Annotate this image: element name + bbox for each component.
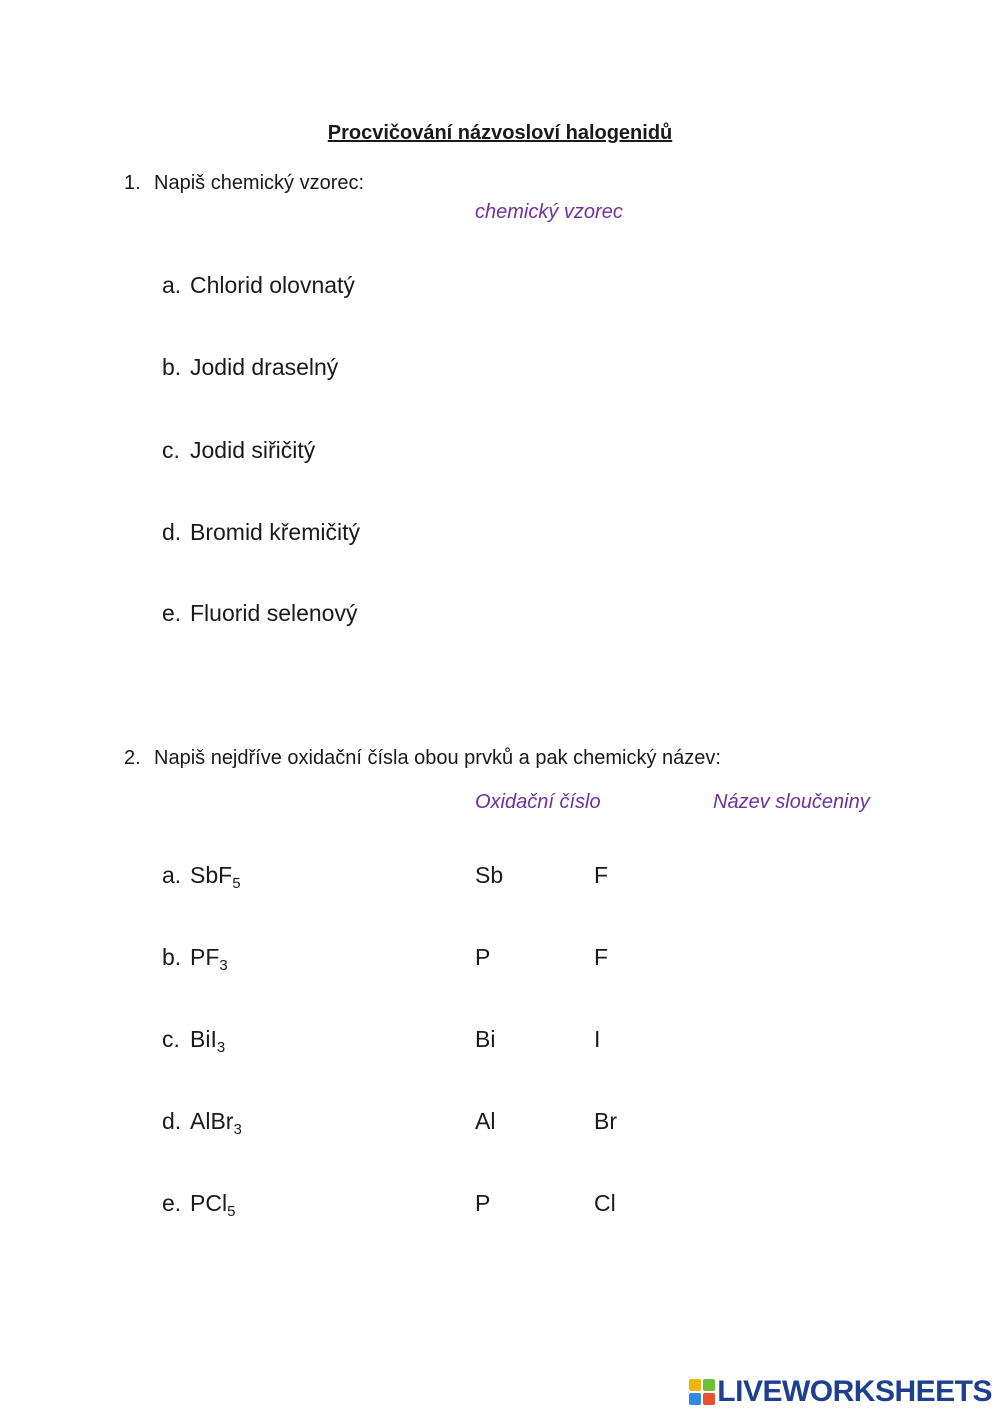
task2-item-d-element2: Br <box>594 1108 617 1134</box>
item-formula: PCl$_5$ <box>190 1190 236 1220</box>
task1-column-formula: chemický vzorec <box>475 201 623 223</box>
item-letter: c. <box>162 1026 180 1052</box>
liveworksheets-logo-icon <box>689 1379 715 1405</box>
task2-item-d-element1: Al <box>475 1108 496 1134</box>
item-name: Bromid křemičitý <box>190 519 360 545</box>
item-name: Jodid draselný <box>190 354 339 380</box>
task1-item-e <box>162 600 357 627</box>
task2-item-b-element1: P <box>475 944 491 970</box>
task1-number: 1. <box>124 172 141 194</box>
item-letter: b. <box>162 354 182 380</box>
item-name: Jodid siřičitý <box>190 437 316 463</box>
badge-square <box>689 1393 701 1405</box>
task1-text: Napiš chemický vzorec: <box>154 172 365 194</box>
task2-item-e-element1: P <box>475 1190 491 1216</box>
task2-item-b <box>162 944 228 974</box>
task2-item-d <box>162 1108 242 1138</box>
task2-item-c <box>162 1026 226 1056</box>
item-letter: d. <box>162 519 182 545</box>
item-letter: e. <box>162 600 182 626</box>
item-letter: e. <box>162 1190 182 1216</box>
item-formula: AlBr$_3$ <box>190 1108 242 1138</box>
task2-instruction <box>124 747 721 770</box>
logo-text: LIVEWORKSHEETS <box>717 1375 992 1408</box>
badge-square <box>703 1393 715 1405</box>
item-formula: SbF$_5$ <box>190 862 241 892</box>
item-letter: c. <box>162 437 180 463</box>
item-name: Fluorid selenový <box>190 600 358 626</box>
item-letter: a. <box>162 862 182 888</box>
task2-item-e-element2: Cl <box>594 1190 616 1216</box>
item-formula: $PF_3$ <box>190 944 228 974</box>
task1-item-c <box>162 437 315 464</box>
badge-square <box>689 1379 701 1391</box>
task1-item-d <box>162 519 360 546</box>
task2-item-e <box>162 1190 236 1220</box>
item-letter: a. <box>162 272 182 298</box>
task2-item-a-element2: F <box>594 862 609 888</box>
badge-square <box>703 1379 715 1391</box>
task2-item-a <box>162 862 241 892</box>
item-letter: d. <box>162 1108 182 1134</box>
task1-instruction <box>124 172 364 195</box>
task2-item-a-element1: Sb <box>475 862 504 888</box>
item-name: Chlorid olovnatý <box>190 272 355 298</box>
task2-text: Napiš nejdříve oxidační čísla obou prvků a pak chemický název: <box>154 747 721 769</box>
task2-item-c-element2: I <box>594 1026 601 1052</box>
task2-item-c-element1: Bi <box>475 1026 496 1052</box>
task2-number: 2. <box>124 747 141 769</box>
task2-column-oxidation: Oxidační číslo <box>475 791 601 813</box>
task1-item-a <box>162 272 355 299</box>
task1-item-b <box>162 354 338 381</box>
task2-item-b-element2: F <box>594 944 609 970</box>
item-formula: BiI$_3$ <box>190 1026 226 1056</box>
liveworksheets-logo[interactable] <box>689 1376 992 1408</box>
item-letter: b. <box>162 944 182 970</box>
page-title: Procvičování názvosloví halogenidů <box>327 122 673 144</box>
task2-column-name: Název sloučeniny <box>713 791 870 813</box>
